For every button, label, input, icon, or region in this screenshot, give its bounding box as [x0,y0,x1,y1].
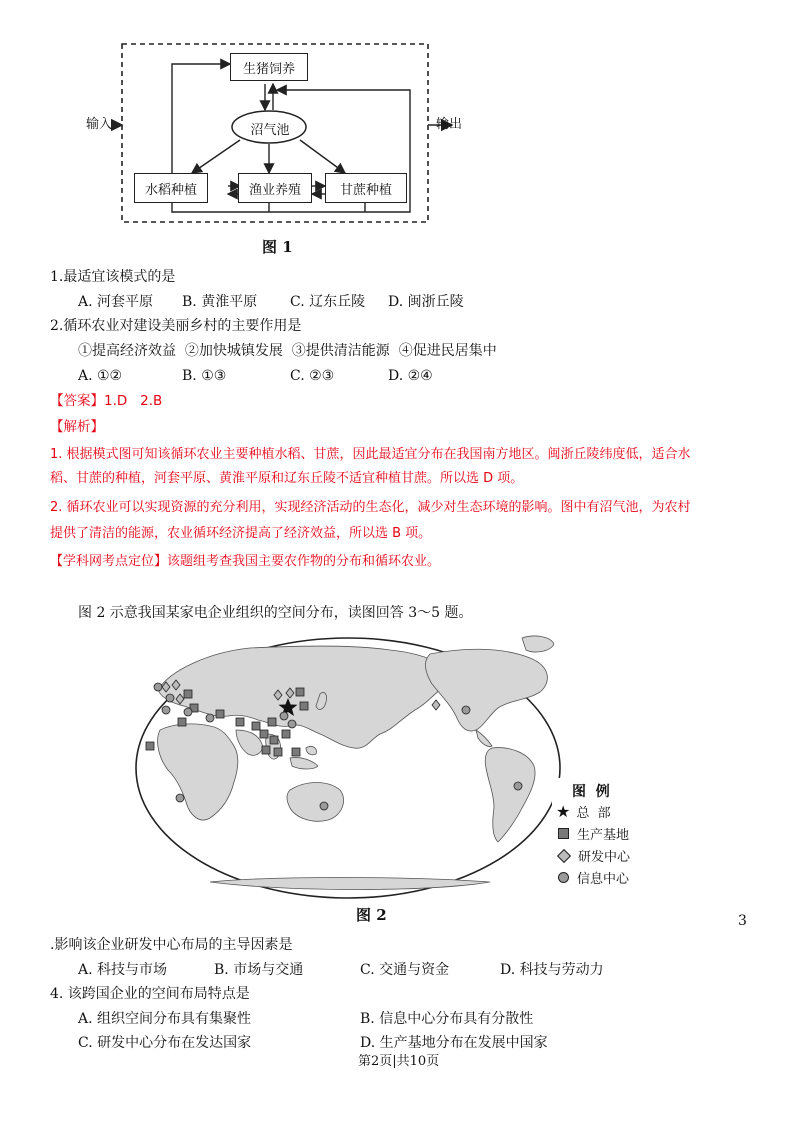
legend-info [556,868,629,887]
q3-stem: .影响该企业研发中心布局的主导因素是 [50,937,293,953]
analysis-p1-line1: 1. 根据模式图可知该循环农业主要种植水稻、甘蔗，因此最适宜分布在我国南方地区。闽浙丘陵纬度低，适合水 [50,447,691,462]
q3-number: 3 [738,913,747,929]
fig2-intro: 图 2 示意我国某家电企业组织的空间分布，读图回答 3～5 题。 [78,605,473,621]
analysis-p1-line2: 稻、甘蔗的种植，河套平原、黄淮平原和辽东丘陵不适宜种植甘蔗。所以选 D 项。 [50,471,524,486]
input-label: 输入 [86,117,113,132]
q2-stem: 2.循环农业对建设美丽乡村的主要作用是 [50,318,302,334]
analysis-p2-line1: 2. 循环农业可以实现资源的充分利用，实现经济活动的生态化，减少对生态环境的影响。图中有沼气池，为农村 [50,500,691,515]
box-pig: 生猪饲养 [230,53,308,81]
q1-option-c: C. 辽东丘陵 [290,294,366,310]
q1-option-b: B. 黄淮平原 [182,294,258,310]
q4-option-a: A. 组织空间分布具有集聚性 [78,1011,252,1027]
box-fish: 渔业养殖 [238,173,312,203]
legend-hq [556,802,611,821]
legend-hq-label: 总 部 [576,806,611,821]
q4-option-c: C. 研发中心分布在发达国家 [78,1035,252,1051]
diamond-icon [557,848,571,862]
legend-rnd-label: 研发中心 [578,850,631,865]
q3-option-c: C. 交通与资金 [360,962,450,978]
q2-option-c: C. ②③ [290,368,335,384]
analysis-label: 【解析】 [50,419,104,435]
square-icon [558,828,569,839]
figure-2-caption: 图 2 [356,906,387,924]
figure-1-caption: 图 1 [262,238,293,256]
q2-option-d: D. ②④ [388,368,433,384]
q1-option-a: A. 河套平原 [78,294,154,310]
q1-stem: 1.最适宜该模式的是 [50,269,176,285]
q3-option-b: B. 市场与交通 [214,962,304,978]
kaodian: 【学科网考点定位】该题组考查我国主要农作物的分布和循环农业。 [50,554,441,569]
box-sugarcane: 甘蔗种植 [325,173,407,203]
analysis-p2-line2: 提供了清洁的能源，农业循环经济提高了经济效益，所以选 B 项。 [50,526,432,541]
legend-production [556,824,629,843]
page-footer: 第2页|共10页 [358,1054,440,1069]
circle-icon [558,872,569,883]
q4-stem: 4. 该跨国企业的空间布局特点是 [50,986,250,1002]
star-icon: ★ [556,802,571,821]
legend-production-label: 生产基地 [577,828,630,843]
box-biogas: 沼气池 [250,123,290,138]
q1-option-d: D. 闽浙丘陵 [388,294,464,310]
q2-items: ①提高经济效益 ②加快城镇发展 ③提供清洁能源 ④促进民居集中 [78,343,497,359]
q4-option-b: B. 信息中心分布具有分散性 [360,1011,534,1027]
q2-option-b: B. ①③ [182,368,227,384]
legend-info-label: 信息中心 [577,872,630,887]
legend-rnd [556,846,630,865]
q4-option-d: D. 生产基地分布在发展中国家 [360,1035,548,1051]
legend-title: 图 例 [572,784,610,800]
q3-option-a: A. 科技与市场 [78,962,168,978]
q3-option-d: D. 科技与劳动力 [500,962,604,978]
q2-option-a: A. ①② [78,368,123,384]
answer-label: 【答案】1.D 2.B [50,393,163,409]
output-label: 输出 [436,117,463,132]
box-rice: 水稻种植 [134,173,208,203]
